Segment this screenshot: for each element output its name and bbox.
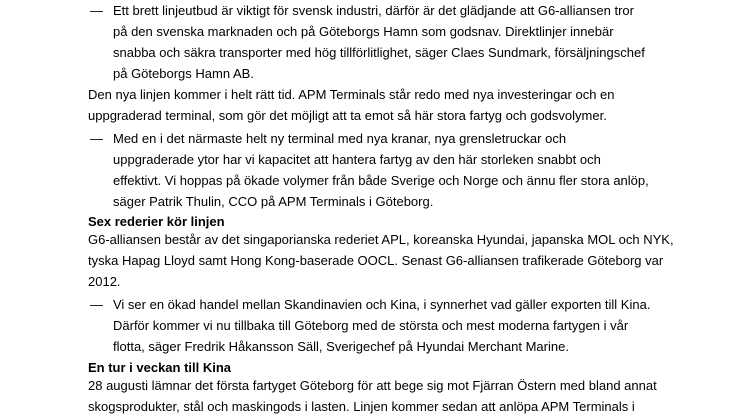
quote-line: på den svenska marknaden och på Göteborgs Hamn som godsnav. Direktlinjer innebär	[113, 24, 614, 39]
paragraph-line: uppgraderad terminal, som gör det möjligt att ta emot så här stora fartyg och godsvolymer.	[88, 108, 607, 123]
quote-line: säger Patrik Thulin, CCO på APM Terminals i Göteborg.	[113, 194, 434, 209]
section-heading: En tur i veckan till Kina	[88, 360, 232, 375]
quote-line: effektivt. Vi hoppas på ökade volymer från både Sverige och Norge och ännu fler stora anlöp,	[113, 173, 649, 188]
paragraph-line: 28 augusti lämnar det första fartyget Göteborg för att bege sig mot Fjärran Östern med bland annat	[88, 378, 657, 393]
section-heading: Sex rederier kör linjen	[88, 214, 225, 229]
quote-line: Vi ser en ökad handel mellan Skandinavien och Kina, i synnerhet vad gäller exporten till Kina.	[113, 297, 651, 312]
quote-claes-sundmark	[90, 0, 733, 84]
quote-line: flotta, säger Fredrik Håkansson Säll, Sverigechef på Hyundai Merchant Marine.	[113, 339, 569, 354]
quote-line: uppgraderade ytor har vi kapacitet att hantera fartyg av den här storleken snabbt och	[113, 152, 601, 167]
quote-patrik-thulin	[90, 128, 733, 212]
quote-line: på Göteborgs Hamn AB.	[113, 66, 254, 81]
quote-line: snabba och säkra transporter med hög tillförlitlighet, säger Claes Sundmark, försäljningschef	[113, 45, 645, 60]
quote-line: Med en i det närmaste helt ny terminal med nya kranar, nya grensletruckar och	[113, 131, 567, 146]
paragraph-line: tyska Hapag Lloyd samt Hong Kong-baserade OOCL. Senast G6-alliansen trafikerade Göteborg var	[88, 253, 664, 268]
quote-dash: —	[90, 3, 103, 18]
paragraph-line: G6-alliansen består av det singaporianska rederiet APL, koreanska Hyundai, japanska MOL och NYK,	[88, 232, 674, 247]
paragraph-first-departure	[88, 375, 728, 417]
quote-fredrik-hakansson-sall	[90, 294, 733, 357]
paragraph-g6-alliance	[88, 229, 728, 292]
quote-line: Ett brett linjeutbud är viktigt för svensk industri, därför är det glädjande att G6-alliansen tror	[113, 3, 634, 18]
paragraph-line: skogsprodukter, stål och maskingods i lasten. Linjen kommer sedan att anlöpa APM Terminals i	[88, 399, 635, 414]
paragraph-line: 2012.	[88, 274, 121, 289]
paragraph-new-line	[88, 84, 728, 126]
quote-dash: —	[90, 131, 103, 146]
paragraph-line: Den nya linjen kommer i helt rätt tid. APM Terminals står redo med nya investeringar och en	[88, 87, 615, 102]
quote-dash: —	[90, 297, 103, 312]
quote-line: Därför kommer vi nu tillbaka till Göteborg med de största och mest moderna fartygen i vår	[113, 318, 629, 333]
